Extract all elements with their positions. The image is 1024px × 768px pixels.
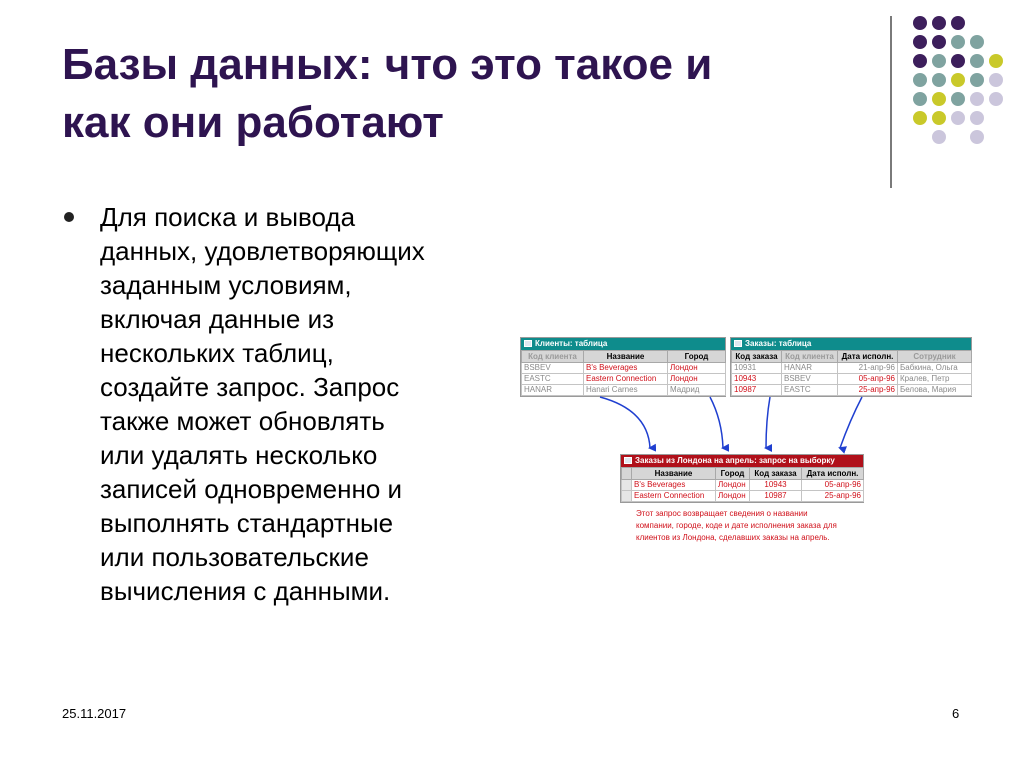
bullet-text-line: или пользовательские xyxy=(100,542,369,572)
bullet-text-line: также может обновлять xyxy=(100,406,385,436)
bullet-text-line: записей одновременно и xyxy=(100,474,403,504)
decorative-dot xyxy=(951,111,965,125)
decorative-dot xyxy=(932,16,946,30)
column-header: Название xyxy=(584,351,668,363)
table-cell: 21-апр-96 xyxy=(838,363,898,374)
decorative-dot xyxy=(913,35,927,49)
bullet-text-line: создайте запрос. Запрос xyxy=(100,372,400,402)
column-header: Сотрудник xyxy=(898,351,972,363)
table-cell: Лондон xyxy=(668,374,726,385)
decorative-dot xyxy=(970,111,984,125)
table-cell: BSBEV xyxy=(522,363,584,374)
clients-table xyxy=(521,350,726,396)
arrow-name xyxy=(600,397,650,448)
table-cell: Бабкина, Ольга xyxy=(898,363,972,374)
column-header: Город xyxy=(716,468,750,480)
query-description xyxy=(636,508,898,544)
table-row xyxy=(732,385,972,396)
table-cell: BSBEV xyxy=(782,374,838,385)
decorative-dot xyxy=(951,92,965,106)
table-icon xyxy=(624,457,632,464)
decorative-dot xyxy=(932,111,946,125)
column-header: Название xyxy=(632,468,716,480)
decorative-dot xyxy=(989,92,1003,106)
table-cell: B's Beverages xyxy=(632,480,716,491)
query-table-caption-text: Заказы из Лондона на апрель: запрос на выборку xyxy=(635,456,835,465)
decorative-dot xyxy=(951,73,965,87)
decorative-dot xyxy=(951,54,965,68)
table-cell: Лондон xyxy=(716,491,750,502)
table-cell: 10943 xyxy=(732,374,782,385)
column-header: Город xyxy=(668,351,726,363)
clients-table-caption xyxy=(521,338,725,350)
bullet-text-line: данных, удовлетворяющих xyxy=(100,236,425,266)
table-cell: 25-апр-96 xyxy=(802,491,864,502)
table-row xyxy=(522,363,726,374)
slide-title-line-2: как они работают xyxy=(62,98,444,147)
bullet-text-line: выполнять стандартные xyxy=(100,508,394,538)
arrow-date xyxy=(840,397,862,448)
decorative-dot xyxy=(913,54,927,68)
bullet-text-line: нескольких таблиц, xyxy=(100,338,334,368)
row-selector xyxy=(622,480,632,491)
table-cell: 10943 xyxy=(750,480,802,491)
decorative-dot xyxy=(989,73,1003,87)
decorative-dot xyxy=(970,92,984,106)
decorative-dot xyxy=(970,54,984,68)
table-cell: Eastern Connection xyxy=(584,374,668,385)
query-table-window xyxy=(620,454,864,503)
column-header: Дата исполн. xyxy=(838,351,898,363)
note-line: Этот запрос возвращает сведения о названии xyxy=(636,509,808,518)
page-number: 6 xyxy=(952,706,960,721)
bullet-text xyxy=(100,200,520,608)
decorative-dot xyxy=(932,54,946,68)
table-row xyxy=(622,491,864,502)
table-row xyxy=(522,374,726,385)
decorative-dot xyxy=(913,92,927,106)
table-cell: Кралев, Петр xyxy=(898,374,972,385)
row-selector-header xyxy=(622,468,632,480)
orders-table xyxy=(731,350,972,396)
arrow-order-code xyxy=(766,397,770,448)
bullet-text-line: или удалять несколько xyxy=(100,440,378,470)
table-icon xyxy=(734,340,742,347)
table-cell: Лондон xyxy=(716,480,750,491)
table-cell: Лондон xyxy=(668,363,726,374)
table-cell: 05-апр-96 xyxy=(838,374,898,385)
decorative-dot xyxy=(970,35,984,49)
bullet-text-line: включая данные из xyxy=(100,304,335,334)
table-icon xyxy=(524,340,532,347)
table-row xyxy=(732,374,972,385)
decorative-dot xyxy=(932,130,946,144)
decorative-dot xyxy=(989,54,1003,68)
note-line: компании, городе, коде и дате исполнения заказа для xyxy=(636,521,837,530)
bullet-text-line: вычисления с данными. xyxy=(100,576,391,606)
decorative-dot xyxy=(932,73,946,87)
table-row xyxy=(622,480,864,491)
footer-date: 25.11.2017 xyxy=(62,706,127,721)
table-cell: Мадрид xyxy=(668,385,726,396)
decorative-dot xyxy=(913,111,927,125)
note-line: клиентов из Лондона, сделавших заказы на апрель. xyxy=(636,533,830,542)
query-table xyxy=(621,467,864,502)
arrow-city xyxy=(710,397,723,448)
table-row xyxy=(732,363,972,374)
slide-title-line-1: Базы данных: что это такое и xyxy=(62,40,713,89)
table-cell: 10987 xyxy=(732,385,782,396)
decorative-dot xyxy=(970,130,984,144)
clients-table-window xyxy=(520,337,726,397)
decorative-dot xyxy=(970,73,984,87)
orders-table-caption xyxy=(731,338,971,350)
orders-table-window xyxy=(730,337,972,397)
table-cell: HANAR xyxy=(522,385,584,396)
decorative-dot xyxy=(951,35,965,49)
column-header: Дата исполн. xyxy=(802,468,864,480)
decorative-dot-grid xyxy=(0,0,1024,200)
column-header: Код клиента xyxy=(522,351,584,363)
column-header: Код заказа xyxy=(750,468,802,480)
decorative-dot xyxy=(951,16,965,30)
row-selector xyxy=(622,491,632,502)
column-header: Код клиента xyxy=(782,351,838,363)
bullet-point-icon xyxy=(64,212,74,222)
bullet-text-line: Для поиска и вывода xyxy=(100,202,356,232)
decorative-dot xyxy=(913,73,927,87)
table-cell: HANAR xyxy=(782,363,838,374)
decorative-dot xyxy=(932,35,946,49)
orders-table-caption-text: Заказы: таблица xyxy=(745,339,812,348)
bullet-text-line: заданным условиям, xyxy=(100,270,352,300)
table-cell: Белова, Мария xyxy=(898,385,972,396)
table-cell: 10987 xyxy=(750,491,802,502)
table-cell: Hanari Carnes xyxy=(584,385,668,396)
table-cell: B's Beverages xyxy=(584,363,668,374)
query-table-caption xyxy=(621,455,863,467)
table-cell: EASTC xyxy=(522,374,584,385)
decorative-dot xyxy=(932,92,946,106)
table-cell: 05-апр-96 xyxy=(802,480,864,491)
column-header: Код заказа xyxy=(732,351,782,363)
table-cell: Eastern Connection xyxy=(632,491,716,502)
table-cell: 25-апр-96 xyxy=(838,385,898,396)
table-cell: 10931 xyxy=(732,363,782,374)
clients-table-caption-text: Клиенты: таблица xyxy=(535,339,608,348)
decorative-dot xyxy=(913,16,927,30)
table-row xyxy=(522,385,726,396)
table-cell: EASTC xyxy=(782,385,838,396)
